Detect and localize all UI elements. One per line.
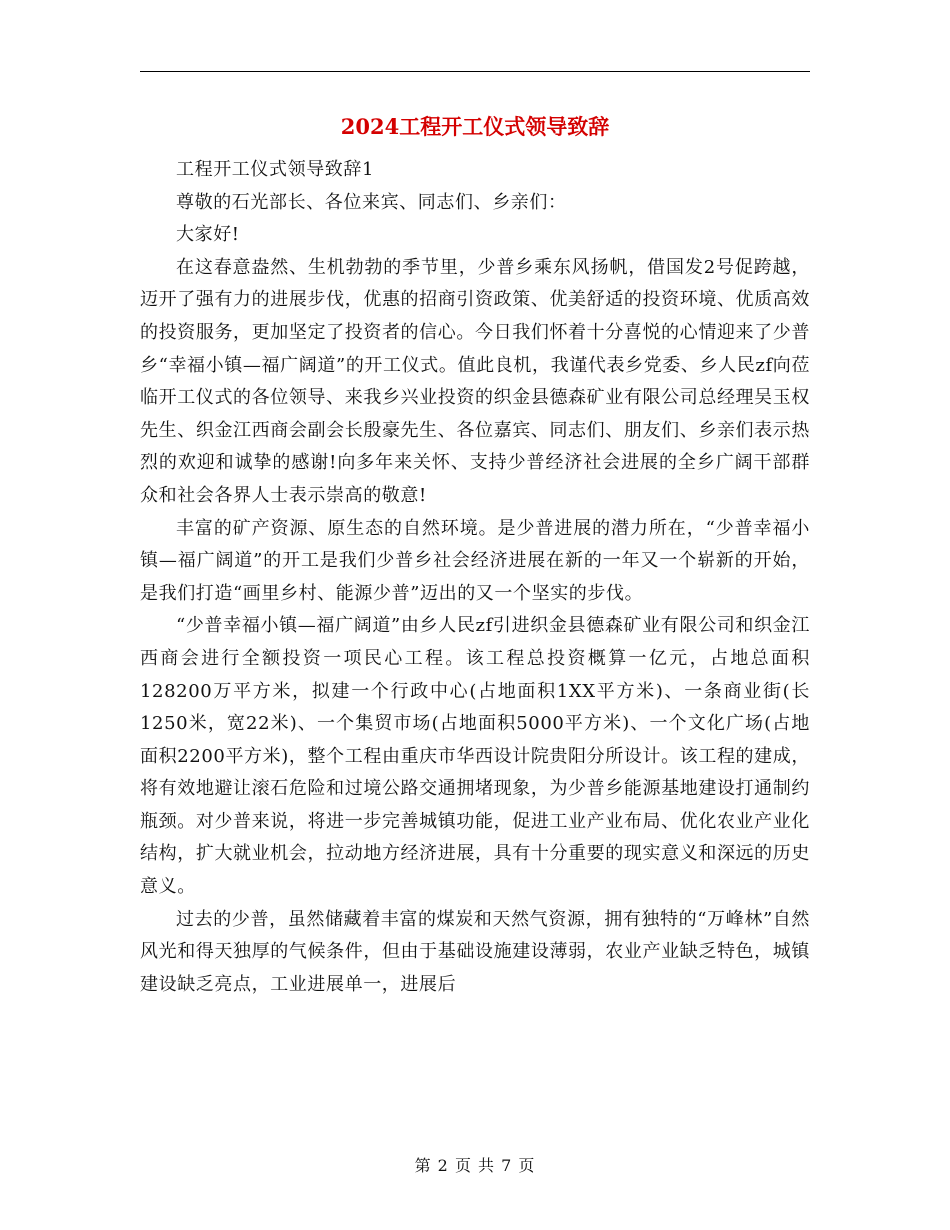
salutation-paragraph: 尊敬的石光部长、各位来宾、同志们、乡亲们： (176, 191, 567, 213)
header-rule (140, 71, 810, 72)
document-title: 2024工程开工仪式领导致辞 (340, 114, 610, 139)
body-paragraph: 过去的少普，虽然储藏着丰富的煤炭和天然气资源，拥有独特的“万峰林”自然风光和得天独厚的气候条件，但由于基础设施建设薄弱，农业产业缺乏特色，城镇建设缺乏亮点，工业进展单一，进展后 (140, 908, 810, 995)
body-paragraph: 在这春意盎然、生机勃勃的季节里，少普乡乘东风扬帆，借国发2号促跨越，迈开了强有力的进展步伐，优惠的招商引资政策、优美舒适的投资环境、优质高效的投资服务，更加坚定了投资者的信心。今日我们怀着十分喜悦的心情迎来了少普乡“幸福小镇—福广阔道”的开工仪式。值此良机，我谨代表乡党委、乡人民zf向莅临开工仪式的各位领导、来我乡兴业投资的织金县德森矿业有限公司总经理吴玉权先生、织金江西商会副会长殷豪先生、各位嘉宾、同志们、朋友们、乡亲们表示热烈的欢迎和诚挚的感谢!向多年来关怀、支持少普经济社会进展的全乡广阔干部群众和社会各界人士表示崇高的敬意! (140, 256, 810, 506)
greeting-paragraph: 大家好! (176, 224, 240, 246)
body-paragraph: 丰富的矿产资源、原生态的自然环境。是少普进展的潜力所在，“少普幸福小镇—福广阔道”的开工是我们少普乡社会经济进展在新的一年又一个崭新的开始，是我们打造“画里乡村、能源少普”迈出的又一个坚实的步伐。 (140, 517, 810, 604)
body-paragraph: “少普幸福小镇—福广阔道”由乡人民zf引进织金县德森矿业有限公司和织金江西商会进行全额投资一项民心工程。该工程总投资概算一亿元，占地总面积128200万平方米，拟建一个行政中心(占地面积1XX平方米)、一条商业街(长1250米，宽22米)、一个集贸市场(占地面积5000平方米)、一个文化广场(占地面积2200平方米)，整个工程由重庆市华西设计院贵阳分所设计。该工程的建成，将有效地避让滚石危险和过境公路交通拥堵现象，为少普乡能源基地建设打通制约瓶颈。对少普来说，将进一步完善城镇功能，促进工业产业布局、优化农业产业化结构，扩大就业机会，拉动地方经济进展，具有十分重要的现实意义和深远的历史意义。 (140, 615, 810, 898)
document-body (140, 154, 810, 1001)
page-number: 第 2 页 共 7 页 (414, 1156, 536, 1175)
subtitle-paragraph: 工程开工仪式领导致辞1 (176, 159, 375, 180)
